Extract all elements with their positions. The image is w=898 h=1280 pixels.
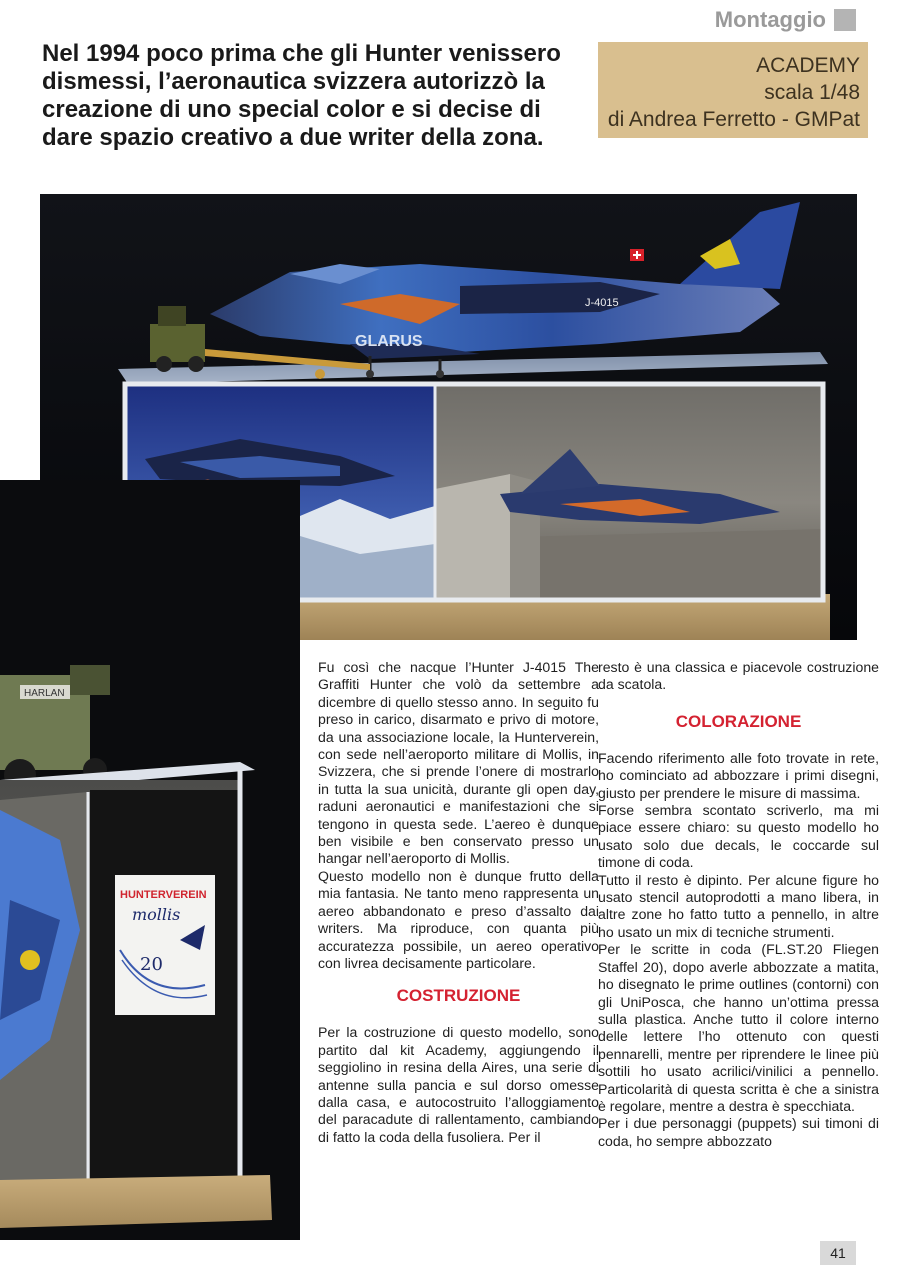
headline: Nel 1994 poco prima che gli Hunter venissero dismessi, l’aeronautica svizzera autorizzò la creazione di uno special color e si decise di dare spazio creativo a due writer della zona. <box>42 40 561 151</box>
section-square-icon <box>834 9 856 31</box>
article-column-2 <box>598 659 879 1150</box>
article-paragraph: Fu così che nacque l’Hunter J-4015 The Graffiti Hunter che volò da settembre a dicembre di quello stesso anno. In seguito fu preso in carico, disarmato e privo di motore, da una associazione locale, la Hunterverein, con sede nell’aeroporto militare di Mollis, in Svizzera, che si prende l’onere di mostrarlo in tutta la sua unicità, durante gli open day, raduni aeronautici e manifestazioni che si tengono in questa sede. L’aereo è dunque ben visibile e ben conservato presso un hangar nell’aeroporto di Mollis. <box>318 659 599 867</box>
section-tag <box>715 6 856 34</box>
jet-serial: J-4015 <box>585 297 619 309</box>
photo-detail-closeup-drawing <box>0 480 300 1240</box>
article-paragraph: Tutto il resto è dipinto. Per alcune figure ho usato stencil autoprodotti a mano libera, in altre zone ho fatto tutto a pennello, in altre ho usato un mix di tecniche strumenti. <box>598 871 879 940</box>
article-paragraph: Forse sembra scontato scriverlo, ma mi piace essere chiaro: su questo modello ho usato solo due decals, le coccarde sul timone di coda. <box>598 802 879 871</box>
tractor-label: HARLAN <box>24 688 65 699</box>
kit-info-box <box>598 42 868 138</box>
photo-detail-closeup <box>0 480 300 1240</box>
article-column-1 <box>318 659 599 1146</box>
article-paragraph: Questo modello non è dunque frutto della mia fantasia. Ne tanto meno rappresenta un aereo abbandonato e preso d’assalto dai writers. Ma riproduce, con quanta più accuratezza possibile, un aereo operativo con livrea decisamente particolare. <box>318 867 599 971</box>
article-paragraph: resto è una classica e piacevole costruzione da scatola. <box>598 659 879 693</box>
subheading-costruzione: COSTRUZIONE <box>396 986 521 1006</box>
article-paragraph: Per le scritte in coda (FL.ST.20 Fliegen Staffel 20), dopo averle abbozzate a matita, ho disegnato le prime outlines (contorni) con gli UniPosca, che hanno un’ottima pressa sulla plastica. Anche tutto il colore interno delle lettere l’ho ottenuto con questi pennarelli, mentre per riprendere le linee più sottili ho usato acrilici/vinilici a pennello. Particolarità di questa scritta è che a sinistra è regolare, mentre a destra è specchiata. <box>598 941 879 1114</box>
subheading-colorazione: COLORAZIONE <box>675 711 802 731</box>
kit-author: di Andrea Ferretto - GMPat <box>607 108 860 131</box>
article-paragraph: Facendo riferimento alle foto trovate in rete, ho cominciato ad abbozzare i primi disegni, giusto per prendere le misure di massima. <box>598 749 879 801</box>
page-number: 41 <box>820 1241 856 1265</box>
wood-base-closeup <box>0 1175 272 1228</box>
sign-number: 20 <box>140 954 163 975</box>
sign-title: HUNTERVEREIN <box>120 889 207 901</box>
article-paragraph: Per la costruzione di questo modello, sono partito dal kit Academy, aggiungendo il seggiolino in resina della Aires, una serie di antenne sulla pancia e sul dorso omesse dalla casa, e autocostruito l’alloggiamento del paracadute di rallentamento, cambiando di fatto la coda della fusoliera. Per il <box>318 1024 599 1145</box>
sign-subtitle: mollis <box>132 905 181 924</box>
kit-scale: scala 1/48 <box>764 81 860 104</box>
section-title: Montaggio <box>714 7 826 32</box>
article-paragraph: Per i due personaggi (puppets) sui timoni di coda, ho sempre abbozzato <box>598 1115 879 1149</box>
fuselage-text: GLARUS <box>355 333 423 350</box>
kit-brand: ACADEMY <box>756 54 860 77</box>
